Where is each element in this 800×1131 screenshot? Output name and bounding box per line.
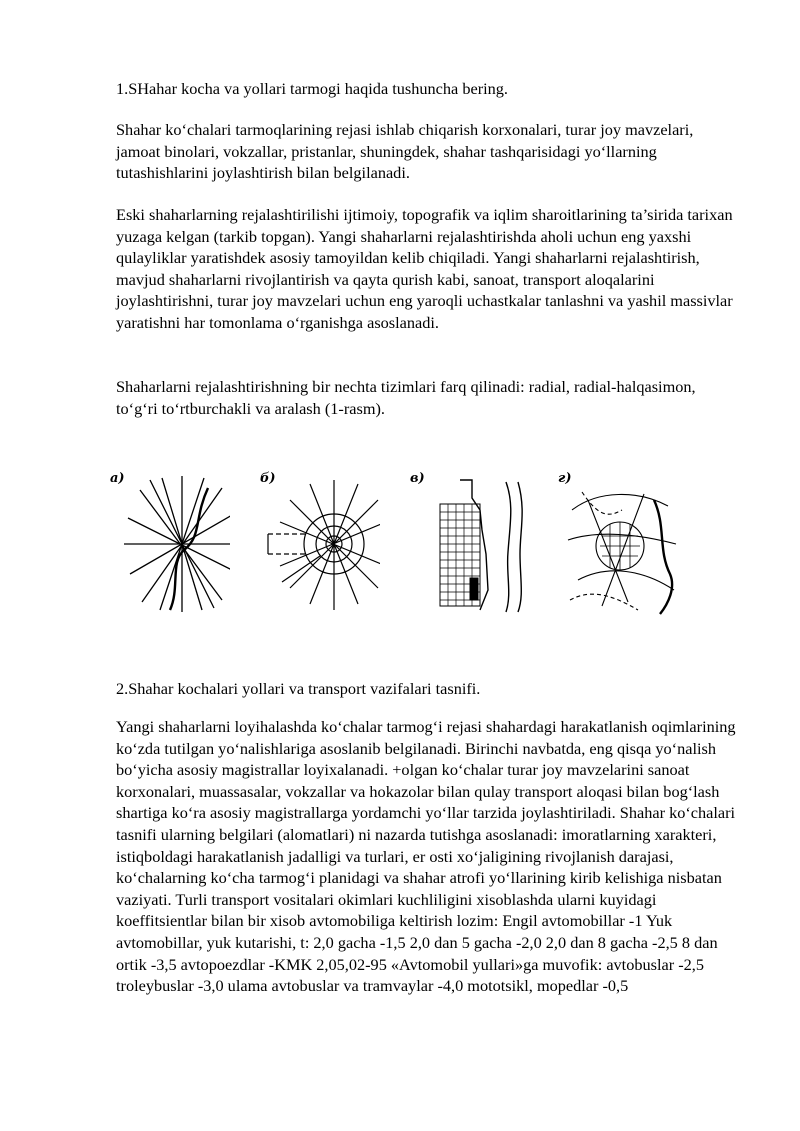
figure-label-a: а) — [110, 471, 125, 486]
section-1-heading: 1.SHahar kocha va yollari tarmogi haqida tushuncha bering. — [116, 79, 508, 98]
radial-plan-diagram — [110, 470, 230, 620]
figure-label-v: в) — [410, 471, 425, 486]
section-2-heading: 2.Shahar kochalari yollari va transport vazifalari tasnifi. — [116, 679, 481, 698]
section-1-paragraph-2: Eski shaharlarning rejalashtirilishi ijtimoiy, topografik va iqlim sharoitlarining ta’sirida tarixan yuzaga kelgan (tarkib topgan). Yangi shaharlarni rejalashtirishda aholi uchun eng yaxshi qulayliklar yaratishdek asosiy tamoyildan kelib chiqiladi. Yangi shaharlarni rejalashtirish, mavjud shaharlarni rivojlantirish va qayta qurish kabi, sanoat, transport aloqalarini joylashtirishni, turar joy mavzelari uchun eng yaroqli uchastkalar tanlashni va yashil massivlar yaratishni har tomonlama o‘rganishga asoslanadi. — [116, 205, 733, 332]
section-1-paragraph-1: Shahar ko‘chalari tarmoqlarining rejasi ishlab chiqarish korxonalari, turar joy mavzelari, jamoat binolari, vokzallar, pristanlar, shuningdek, shahar tashqarisidagi yo‘llarning tutashishlarini joylashtirish bilan belgilanadi. — [116, 120, 694, 183]
figure-label-b: б) — [260, 471, 276, 486]
mixed-plan-diagram — [558, 470, 678, 620]
figure-label-g: г) — [558, 471, 572, 486]
rectangular-plan-drawing — [410, 470, 530, 620]
section-2-paragraph-1: Yangi shaharlarni loyihalashda ko‘chalar tarmog‘i rejasi shahardagi harakatlanish oqimlarining ko‘zda tutilgan yo‘nalishlariga asoslanib belgilanadi. Birinchi navbatda, eng qisqa yo‘nalish bo‘yicha asosiy magistrallar loyixalanadi. +olgan ko‘chalar turar joy mavzelarini sanoat korxonalari, muassasalar, vokzallar va hokazolar bilan qulay transport aloqasi bilan bog‘lash shartiga ko‘ra asosiy magistrallarga yordamchi yo‘llar tarzida joylashtiriladi. Shahar ko‘chalari tasnifi ularning belgilari (alomatlari) ni nazarda tutishga asoslanadi: imoratlarning xarakteri, istiqboldagi harakatlanish jadalligi va turlari, er osti xo‘jaligining rivojlanish darajasi, ko‘chalarning ko‘cha tarmog‘i planidagi va shahar atrofi yo‘llarining kirib kelishiga nisbatan vaziyati. Turli transport vositalari okimlari kuchliligini xisoblashda ularni kuyidagi koeffitsientlar bilan bir xisob avtomobiliga keltirish lozim: Engil avtomobillar -1 Yuk avtomobillar, yuk kutarishi, t: 2,0 gacha -1,5 2,0 dan 5 gacha -2,0 2,0 dan 8 gacha -2,5 8 dan ortik -3,5 avtopoezdlar -KMK 2,05,02-95 «Avtomobil yullari»ga muvofik: avtobuslar -2,5 troleybuslar -3,0 ulama avtobuslar va tramvaylar -4,0 mototsikl, mopedlar -0,5 — [116, 717, 736, 996]
section-1-paragraph-3: Shaharlarni rejalashtirishning bir nechta tizimlari farq qilinadi: radial, radial-halqasimon, to‘g‘ri to‘rtburchakli va aralash (1-rasm). — [116, 377, 696, 418]
rectangular-plan-diagram — [410, 470, 530, 620]
city-plan-figure — [110, 470, 670, 620]
radial-ring-plan-diagram — [260, 470, 380, 620]
radial-ring-plan-drawing — [260, 470, 380, 620]
radial-plan-drawing — [110, 470, 230, 620]
mixed-plan-drawing — [558, 470, 678, 620]
